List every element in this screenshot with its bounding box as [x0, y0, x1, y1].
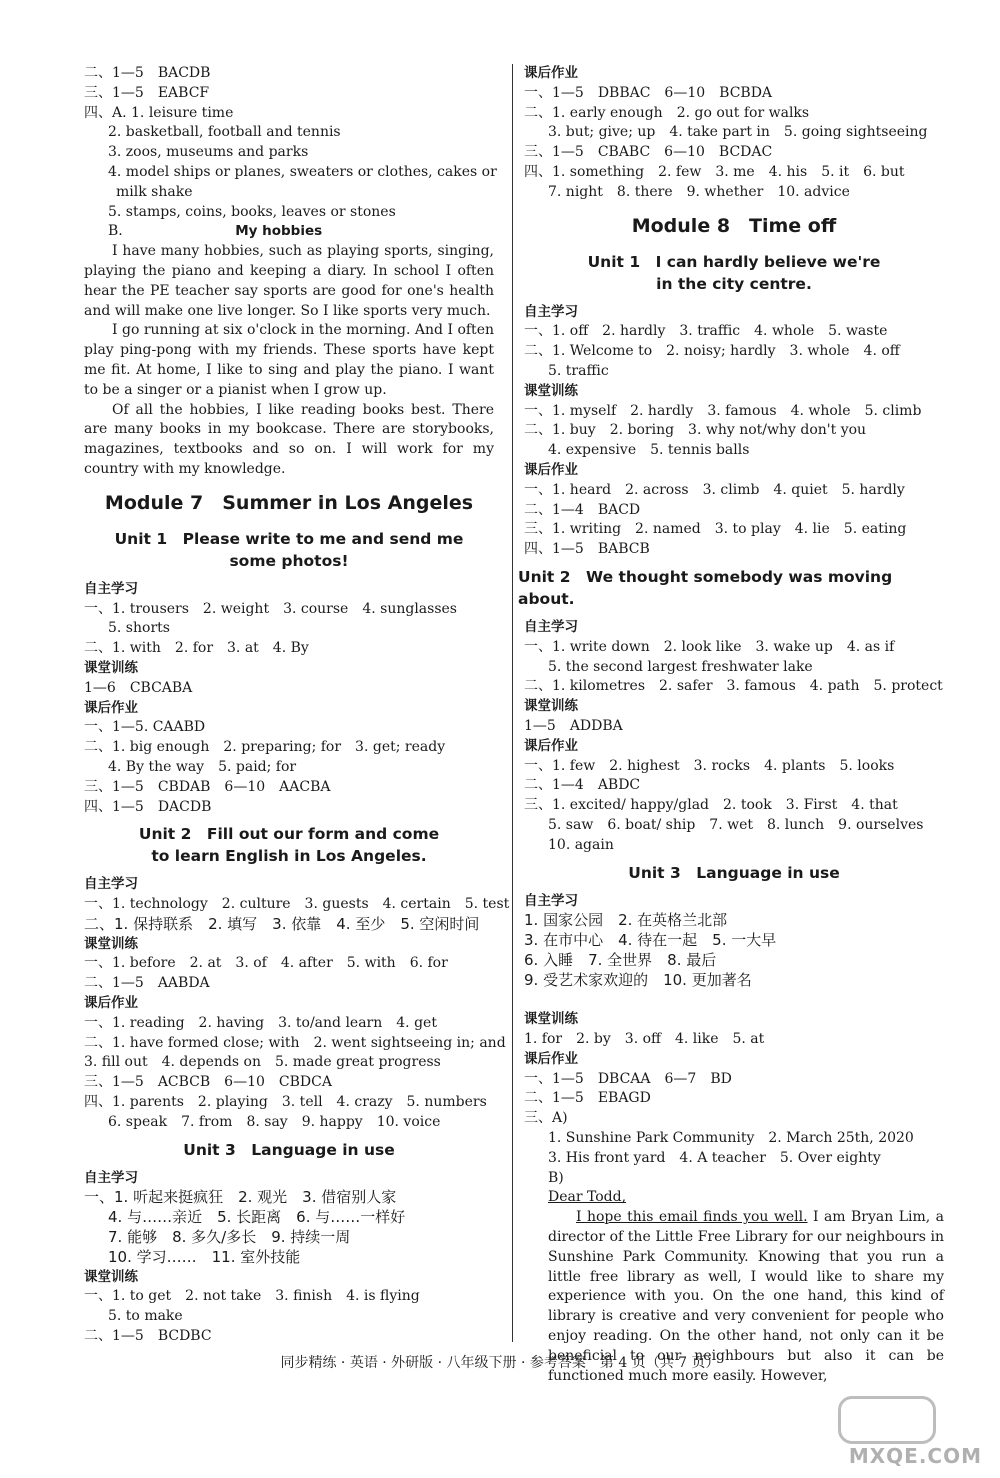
m8u3-line: 二、1—5 EBAGD — [524, 1090, 651, 1107]
m8u1-section-heading: 自主学习 — [524, 303, 578, 320]
letter-opening: I hope this email finds you well. — [576, 1209, 808, 1226]
module8-unit2-title: Unit 2 We thought somebody was moving about. — [518, 567, 893, 608]
m7u3-homework-line: 四、1. something 2. few 3. me 4. his 5. it 6. but — [524, 163, 905, 180]
m8u1-line: 二、1. buy 2. boring 3. why not/why don't you — [524, 422, 867, 439]
m7u3-line: 一、1. to get 2. not take 3. finish 4. is flying — [84, 1288, 420, 1305]
module7-title: Module 7 Summer in Los Angeles — [104, 491, 474, 514]
m7u2-line: 二、1. have formed close; with 2. went sightseeing in; and — [84, 1034, 506, 1051]
essay-paragraph: I have many hobbies, such as playing sports, singing, playing the piano and keeping a diary. In school I often hear the PE teacher say sports are good for one's health and will make one live longer. So I like sports very much. — [84, 243, 494, 319]
m7u1-line: 二、1. with 2. for 3. at 4. By — [84, 640, 309, 657]
left-answer-lines — [84, 64, 497, 222]
m8u3-spacer — [524, 990, 944, 1010]
m7u2-line: 一、1. technology 2. culture 3. guests 4. certain 5. test — [84, 896, 510, 913]
module7-unit1-title — [84, 528, 494, 572]
m7u1-line: 1—6 CBCABA — [84, 679, 193, 696]
essay-label: B. — [108, 223, 123, 240]
m7u3-homework-line: 一、1—5 DBBAC 6—10 BCBDA — [524, 84, 773, 101]
m8-unit1-title-line2: in the city centre. — [656, 274, 812, 293]
letter-greeting — [524, 1188, 944, 1208]
module8-title: Module 8 Time off — [631, 214, 837, 237]
m7u1-section-heading: 课后作业 — [84, 699, 138, 716]
module7-unit2-answers — [84, 875, 510, 1132]
module7-unit3-homework — [524, 64, 944, 203]
m7u3-homework-line: 3. but; give; up 4. take part in 5. going sightseeing — [548, 124, 928, 141]
m8u1-section-heading: 课堂训练 — [524, 382, 578, 399]
m7u2-line: 二、1. 保持联系 2. 填写 3. 依靠 4. 至少 5. 空闲时间 — [84, 914, 480, 933]
left-answer-line: 三、1—5 EABCF — [84, 84, 210, 101]
module8-unit1-title — [524, 251, 944, 295]
m7u3-homework-section-heading: 课后作业 — [524, 65, 578, 81]
m8u3-section-heading: 课堂训练 — [524, 1011, 578, 1028]
module8-unit3-answers — [524, 892, 944, 1189]
m8u2-line: 一、1. write down 2. look like 3. wake up 4. as if — [524, 638, 895, 655]
m8u2-section-heading: 自主学习 — [524, 618, 578, 635]
m7u3-line: 5. to make — [108, 1308, 183, 1325]
m8u3-section-heading: 自主学习 — [524, 892, 578, 909]
m8u1-line: 二、1. Welcome to 2. noisy; hardly 3. whole 4. off — [524, 343, 900, 360]
module8-unit1-answers — [524, 303, 944, 560]
m8u2-section-heading: 课后作业 — [524, 737, 578, 754]
m8u3-line: 1. for 2. by 3. off 4. like 5. at — [524, 1031, 765, 1048]
module7-unit3-answers — [84, 1169, 494, 1347]
unit2-title-line2: to learn English in Los Angeles. — [151, 847, 427, 866]
left-answer-line: 4. model ships or planes, sweaters or clothes, cakes or — [108, 163, 497, 180]
m8u2-line: 三、1. excited/ happy/glad 2. took 3. First 4. that — [524, 797, 898, 814]
unit2-title-line1: Unit 2 Fill out our form and come — [138, 825, 440, 844]
m7u3-line: 4. 与……亲近 5. 长距离 6. 与……一样好 — [108, 1208, 406, 1227]
essay-title: My hobbies — [235, 223, 323, 240]
m8u2-line: 5. the second largest freshwater lake — [548, 658, 813, 675]
m7u2-line: 二、1—5 AABDA — [84, 975, 210, 992]
m7u1-line: 4. By the way 5. paid; for — [108, 758, 297, 775]
left-answer-line: 2. basketball, football and tennis — [108, 124, 341, 141]
m7u1-line: 三、1—5 CBDAB 6—10 AACBA — [84, 778, 331, 795]
m7u3-section-heading: 自主学习 — [84, 1169, 138, 1186]
m7u1-section-heading: 课堂训练 — [84, 659, 138, 676]
m8u1-line: 一、1. off 2. hardly 3. traffic 4. whole 5. waste — [524, 323, 888, 340]
m7u2-line: 三、1—5 ACBCB 6—10 CBDCA — [84, 1074, 332, 1091]
m7u2-line: 四、1. parents 2. playing 3. tell 4. crazy 5. numbers — [84, 1094, 487, 1111]
m8u3-line: 3. His front yard 4. A teacher 5. Over eighty — [548, 1149, 881, 1166]
m7u3-homework-line: 二、1. early enough 2. go out for walks — [524, 104, 810, 121]
m7u2-section-heading: 自主学习 — [84, 876, 138, 893]
m7u1-section-heading: 自主学习 — [84, 580, 138, 597]
module7-unit3-title: Unit 3 Language in use — [183, 1140, 395, 1159]
unit1-title-line2: some photos! — [229, 551, 349, 570]
module7-unit2-title — [84, 823, 494, 867]
m7u2-line: 一、1. before 2. at 3. of 4. after 5. with 6. for — [84, 955, 448, 972]
left-column — [84, 64, 510, 1347]
m8u1-line: 5. traffic — [548, 362, 609, 379]
m7u3-line: 一、1. 听起来挺疯狂 2. 观光 3. 借宿别人家 — [84, 1188, 397, 1207]
essay-body — [84, 242, 494, 480]
module8-unit3-title: Unit 3 Language in use — [628, 863, 840, 882]
m7u2-line: 6. speak 7. from 8. say 9. happy 10. voice — [108, 1113, 441, 1130]
letter-body-text: I am Bryan Lim, a director of the Little Free Library for our neighbours in Sunshine Park Community. Knowing that you run a little free library as well, I would like to share my experience with you. On the one hand, this kind of library is creative and very convenient for people who enjoy reading. On the other hand, not only can it be beneficial to our neighbours but also it can be functioned much more easily. However, — [548, 1209, 944, 1384]
m8u3-line: 1. 国家公园 2. 在英格兰北部 — [524, 911, 728, 930]
watermark-site: MXQE.COM — [848, 1444, 982, 1468]
essay-heading — [84, 222, 494, 242]
left-answer-line: 5. stamps, coins, books, leaves or stones — [108, 203, 396, 220]
essay-paragraph: Of all the hobbies, I like reading books best. There are many books in my bookcase. There are storybooks, magazines, textbooks and so on. I will work for my country with my knowledge. — [84, 401, 494, 477]
module7-unit1-answers — [84, 580, 494, 818]
left-answer-line: 3. zoos, museums and parks — [108, 144, 309, 161]
m8u2-line: 1—5 ADDBA — [524, 717, 623, 734]
m8u3-line: B) — [548, 1169, 564, 1186]
unit1-title-line1: Unit 1 Please write to me and send me — [114, 529, 464, 548]
m8u1-line: 四、1—5 BABCB — [524, 541, 650, 558]
m7u3-line: 二、1—5 BCDBC — [84, 1328, 212, 1345]
module8-unit2-answers — [524, 618, 944, 856]
m8u3-line: 9. 受艺术家欢迎的 10. 更加著名 — [524, 970, 752, 989]
m8u1-line: 三、1. writing 2. named 3. to play 4. lie 5. eating — [524, 521, 907, 538]
left-answer-line: 四、A. 1. leisure time — [84, 104, 234, 121]
page-footer: 同步精练 · 英语 · 外研版 · 八年级下册 · 参考答案 第 4 页（共 7 页） — [280, 1355, 720, 1371]
m7u2-line: 一、1. reading 2. having 3. to/and learn 4. get — [84, 1014, 437, 1031]
right-column — [518, 64, 944, 1386]
m7u3-section-heading: 课堂训练 — [84, 1268, 138, 1285]
m8u1-line: 4. expensive 5. tennis balls — [548, 442, 750, 459]
left-answer-line: 二、1—5 BACDB — [84, 65, 211, 81]
essay-paragraph: I go running at six o'clock in the morning. And I often play ping-pong with my friends. These sports have kept me fit. At home, I like to sing and play the piano. I want to be a singer or a pianist when I grow up. — [84, 322, 494, 398]
m8u3-section-heading: 课后作业 — [524, 1050, 578, 1067]
column-divider — [512, 64, 513, 1342]
m8u1-line: 一、1. myself 2. hardly 3. famous 4. whole 5. climb — [524, 402, 922, 419]
m8u2-line: 10. again — [548, 836, 614, 853]
site-watermark — [844, 1396, 982, 1468]
m8u2-line: 二、1. kilometres 2. safer 3. famous 4. path 5. protect — [524, 678, 943, 695]
m7u3-line: 10. 学习…… 11. 室外技能 — [108, 1247, 301, 1266]
m7u2-section-heading: 课后作业 — [84, 995, 138, 1012]
m8u1-section-heading: 课后作业 — [524, 461, 578, 478]
m8u2-section-heading: 课堂训练 — [524, 698, 578, 715]
m8-unit1-title-line1: Unit 1 I can hardly believe we're — [587, 252, 881, 271]
m7u3-line: 7. 能够 8. 多久/多长 9. 持续一周 — [108, 1228, 351, 1247]
m8u1-line: 一、1. heard 2. across 3. climb 4. quiet 5. hardly — [524, 481, 905, 498]
letter-greeting-text: Dear Todd, — [548, 1189, 627, 1206]
m7u1-line: 四、1—5 DACDB — [84, 798, 212, 815]
m8u3-line: 一、1—5 DBCAA 6—7 BD — [524, 1070, 732, 1087]
m7u2-section-heading: 课堂训练 — [84, 935, 138, 952]
m7u1-line: 5. shorts — [108, 620, 170, 637]
m7u1-line: 一、1—5. CAABD — [84, 719, 206, 736]
m8u2-line: 5. saw 6. boat/ ship 7. wet 8. lunch 9. ourselves — [548, 816, 924, 833]
m7u3-homework-line: 7. night 8. there 9. whether 10. advice — [548, 183, 850, 200]
m8u3-line: 3. 在市中心 4. 待在一起 5. 一大早 — [524, 931, 777, 950]
m8u1-line: 二、1—4 BACD — [524, 501, 641, 518]
left-answer-line: milk shake — [116, 183, 193, 200]
m7u1-line: 一、1. trousers 2. weight 3. course 4. sunglasses — [84, 600, 457, 617]
m8u2-line: 一、1. few 2. highest 3. rocks 4. plants 5. looks — [524, 757, 895, 774]
m7u2-line: 3. fill out 4. depends on 5. made great progress — [84, 1054, 441, 1071]
m8u3-line: 6. 入睡 7. 全世界 8. 最后 — [524, 950, 717, 969]
m8u3-line: 1. Sunshine Park Community 2. March 25th, 2020 — [548, 1130, 914, 1147]
m7u3-homework-line: 三、1—5 CBABC 6—10 BCDAC — [524, 144, 773, 161]
m7u1-line: 二、1. big enough 2. preparing; for 3. get; ready — [84, 739, 446, 756]
m8u3-line: 三、A) — [524, 1110, 568, 1127]
m8u2-line: 二、1—4 ABDC — [524, 777, 641, 794]
watermark-logo — [838, 1396, 936, 1444]
